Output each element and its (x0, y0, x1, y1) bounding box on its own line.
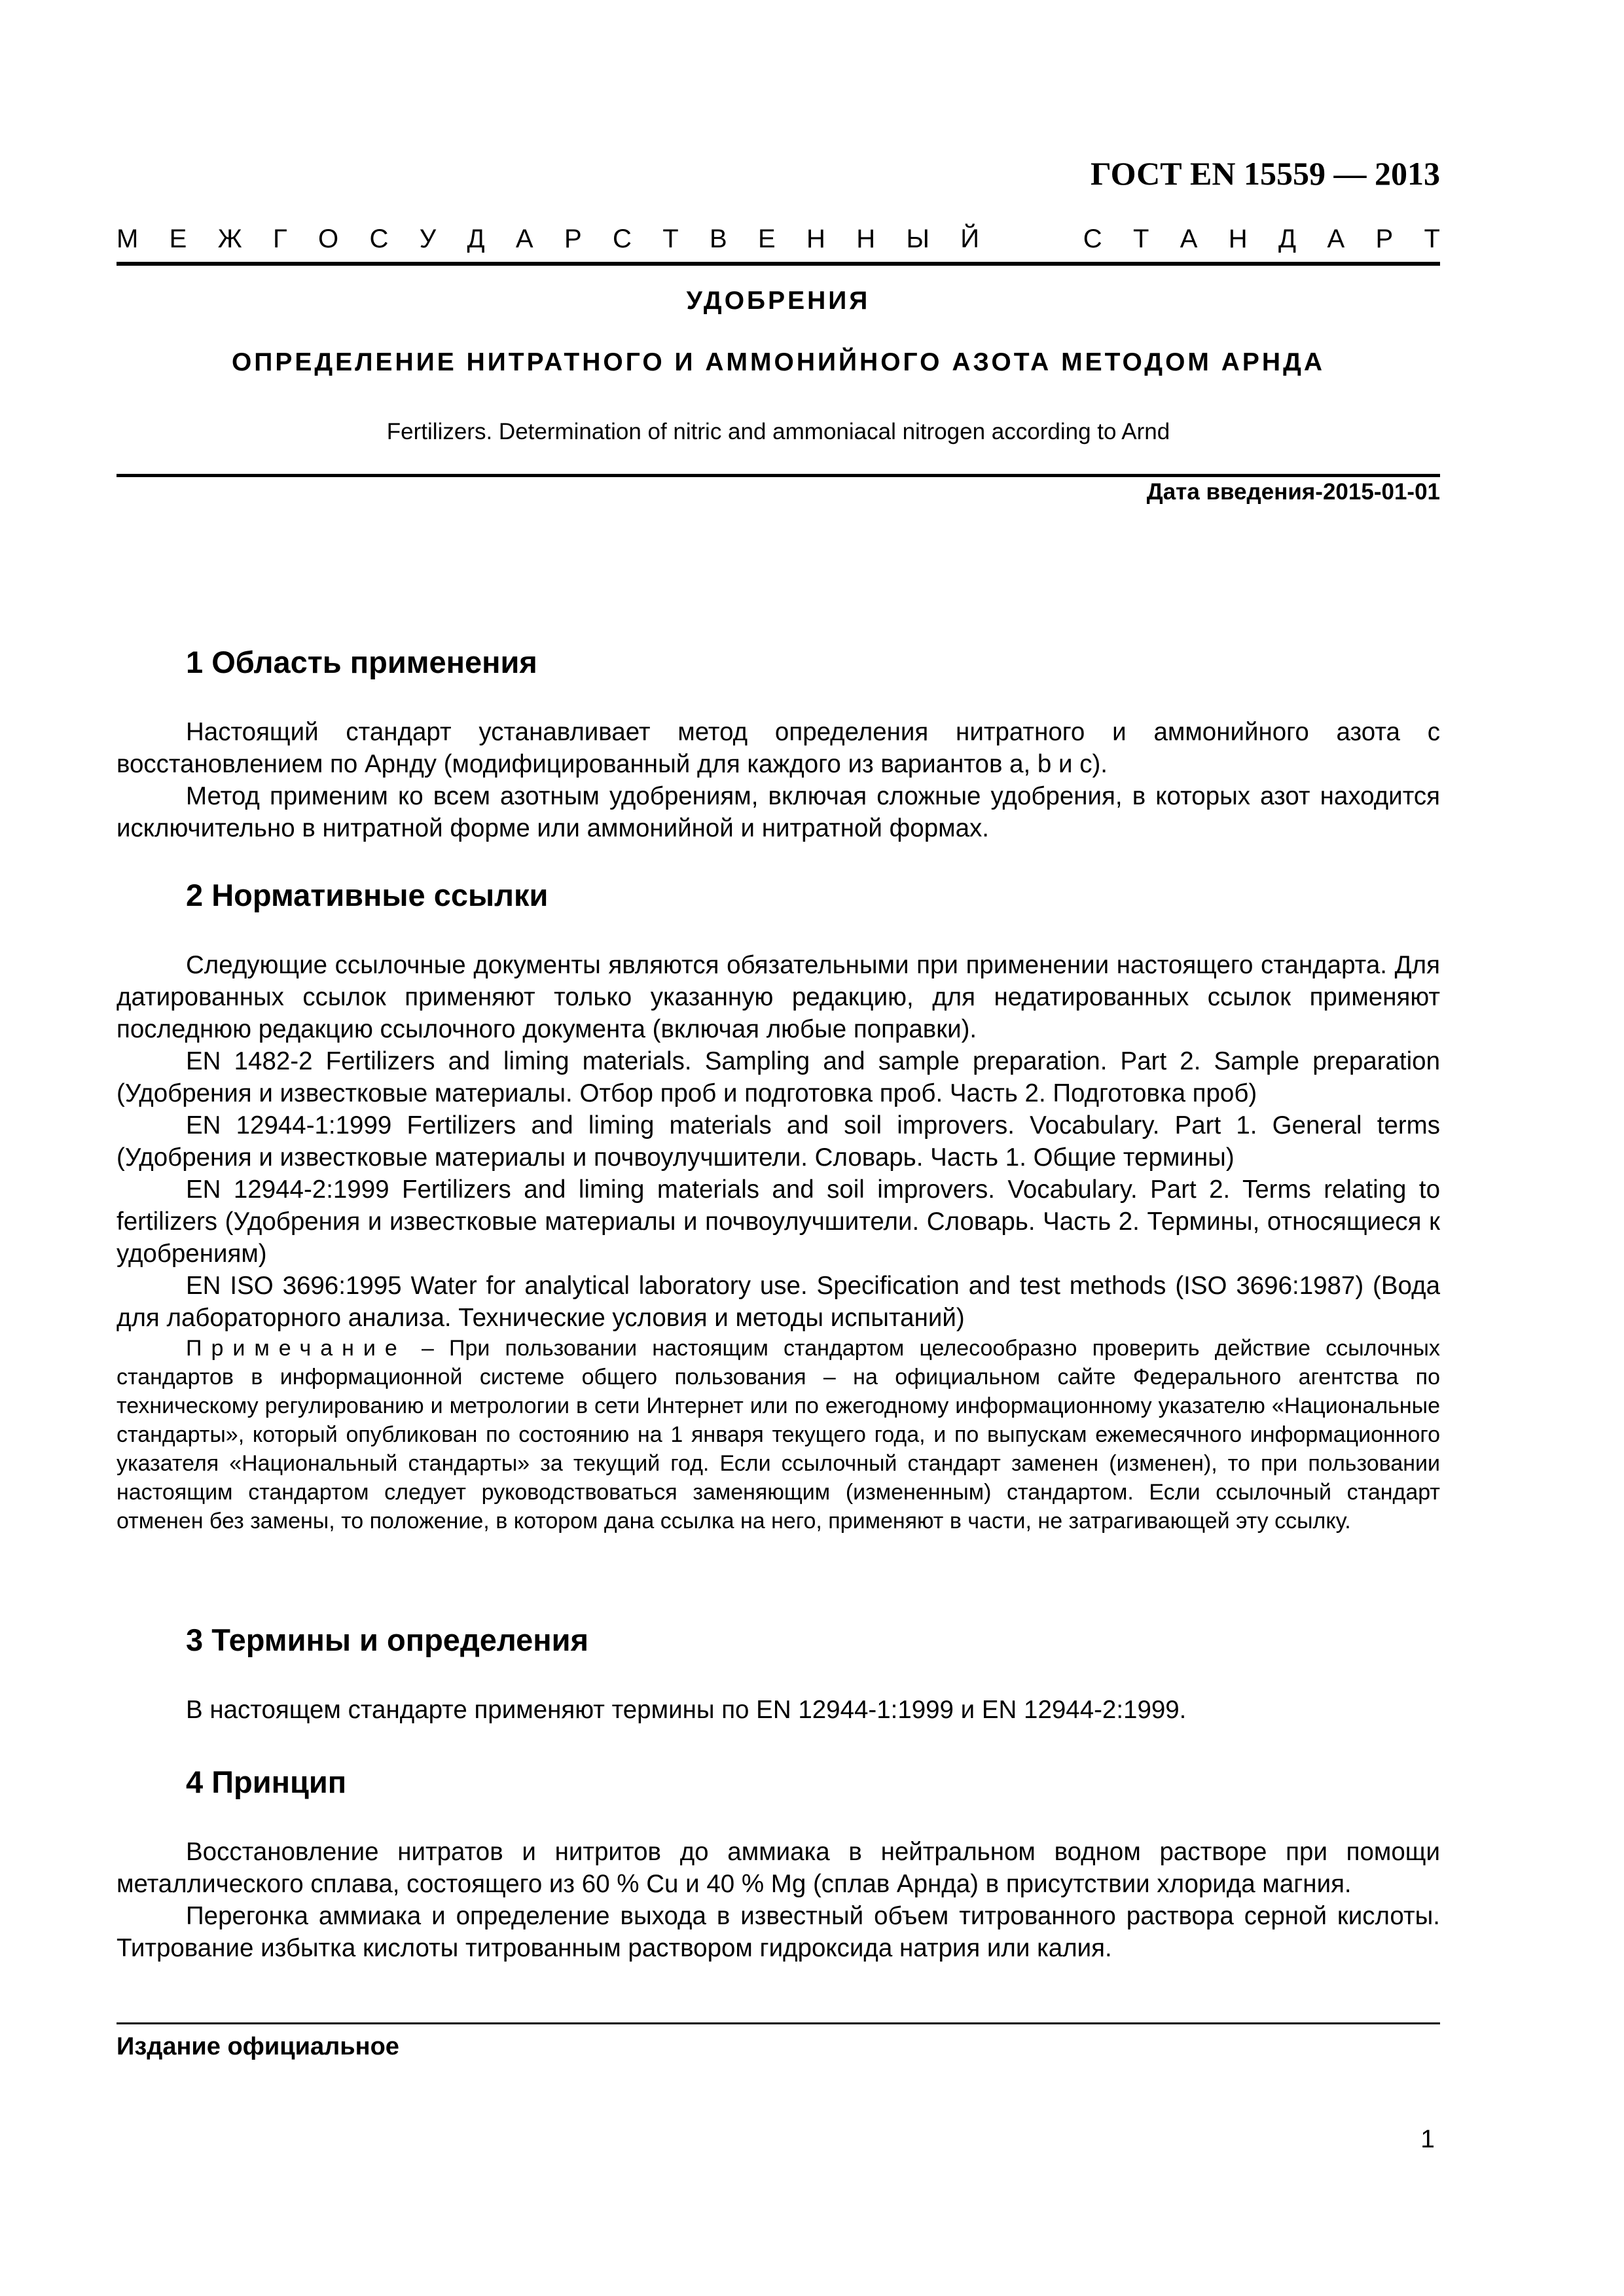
banner-letter: Ж (217, 224, 242, 253)
official-edition-label: Издание официальное (117, 2033, 399, 2060)
banner-letter: У (419, 224, 437, 253)
banner-letter: М (117, 224, 139, 253)
paragraph: Перегонка аммиака и определение выхода в известный объем титрованного раствора серной кислоты. Титрование избытка кислоты титрованным раствором гидроксида натрия или калия. (117, 1902, 1440, 1962)
section-3-heading: 3 Термины и определения (186, 1623, 588, 1657)
banner-letter: С (612, 224, 632, 253)
section-4-heading: 4 Принцип (186, 1765, 347, 1799)
section-1-heading: 1 Область применения (186, 645, 537, 679)
banner-letter: А (1180, 224, 1198, 253)
header-divider-top (117, 262, 1440, 266)
paragraph: Восстановление нитратов и нитритов до аммиака в нейтральном водном растворе при помощи металлического сплава, состоящего из 60 % Cu и 40 % Mg (сплав Арнда) в присутствии хлорида магния. (117, 1838, 1440, 1898)
banner-letter: Т (1424, 224, 1440, 253)
document-code: ГОСТ EN 15559 — 2013 (1091, 155, 1440, 192)
banner-letter: А (515, 224, 533, 253)
banner-letter: Г (272, 224, 287, 253)
banner-letter: Ы (906, 224, 929, 253)
footer-divider (117, 2022, 1440, 2024)
document-title-english: Fertilizers. Determination of nitric and ammoniacal nitrogen according to Arnd (386, 419, 1170, 444)
banner-letter: Й (960, 224, 980, 253)
note-paragraph (117, 1334, 1440, 1535)
banner-letter: Н (856, 224, 876, 253)
introduction-date: Дата введения-2015-01-01 (1146, 479, 1440, 505)
banner-letter: Н (806, 224, 825, 253)
section-3-body (117, 1694, 1440, 1726)
note-text: – При пользовании настоящим стандартом целесообразно проверить действие ссылочных стандартов в информационной системе общего пользования – на официальном сайте Федерального агентства по техническому регулированию и метрологии в сети Интернет или по ежегодному информационному указателю «Национальные стандарты», который опубликован по состоянию на 1 января текущего года, и по выпускам ежемесячного информационного указателя «Национальный стандарты» за текущий год. Если ссылочный стандарт заменен (изменен), то при пользовании настоящим стандартом следует руководствоваться заменяющим (измененным) стандартом. Если ссылочный стандарт отменен без замены, то положение, в котором дана ссылка на него, применяют в части, не затрагивающей эту ссылку. (117, 1336, 1440, 1534)
document-title: УДОБРЕНИЯ (686, 287, 871, 315)
paragraph: Настоящий стандарт устанавливает метод определения нитратного и аммонийного азота с восстановлением по Арнду (модифицированный для каждого из вариантов a, b и c). (117, 718, 1440, 778)
note-label: Примечание (186, 1336, 406, 1361)
banner-letter: Т (1132, 224, 1149, 253)
document-subtitle: ОПРЕДЕЛЕНИЕ НИТРАТНОГО И АММОНИЙНОГО АЗОТА МЕТОДОМ АРНДА (231, 348, 1326, 376)
banner-letter: Е (169, 224, 187, 253)
banner-letter: С (369, 224, 389, 253)
page-number: 1 (1420, 2125, 1435, 2153)
section-4-body (117, 1836, 1440, 1964)
paragraph: Метод применим ко всем азотным удобрениям, включая сложные удобрения, в которых азот находится исключительно в нитратной форме или аммонийной и нитратной формах. (117, 782, 1440, 842)
reference-entry: EN ISO 3696:1995 Water for analytical laboratory use. Specification and test methods (ISO 3696:1987) (Вода для лабораторного анализа. Технические условия и методы испытаний) (117, 1272, 1440, 1332)
banner-letter: Д (1278, 224, 1297, 253)
reference-entry: EN 1482-2 Fertilizers and liming materials. Sampling and sample preparation. Part 2. Sample preparation (Удобрения и известковые материалы. Отбор проб и подготовка проб. Часть 2. Подготовка проб) (117, 1047, 1440, 1107)
reference-entry: EN 12944-1:1999 Fertilizers and liming materials and soil improvers. Vocabulary. Part 1. General terms (Удобрения и известковые материалы и почвоулучшители. Словарь. Часть 1. Общие термины) (117, 1111, 1440, 1172)
section-2-heading: 2 Нормативные ссылки (186, 878, 549, 912)
banner-letter: Н (1228, 224, 1248, 253)
banner-letter: Р (564, 224, 582, 253)
interstate-standard-banner (117, 219, 1440, 259)
banner-letter: Т (662, 224, 679, 253)
banner-letter: Е (758, 224, 776, 253)
banner-letter: А (1327, 224, 1345, 253)
banner-letter: О (318, 224, 339, 253)
reference-entry: EN 12944-2:1999 Fertilizers and liming materials and soil improvers. Vocabulary. Part 2. Terms relating to fertilizers (Удобрения и известковые материалы и почвоулучшители. Словарь. Часть 2. Термины, относящиеся к удобрениям) (117, 1175, 1440, 1268)
banner-letter: С (1083, 224, 1102, 253)
header-divider-bottom (117, 474, 1440, 477)
banner-letter: Р (1375, 224, 1394, 253)
banner-letter: Д (467, 224, 485, 253)
section-2-body (117, 949, 1440, 1535)
paragraph: В настоящем стандарте применяют термины по EN 12944-1:1999 и EN 12944-2:1999. (186, 1696, 1187, 1724)
paragraph: Следующие ссылочные документы являются обязательными при применении настоящего стандарта. Для датированных ссылок применяют только указанную редакцию, для недатированных ссылок применяют последнюю редакцию ссылочного документа (включая любые поправки). (117, 951, 1440, 1043)
section-1-body (117, 716, 1440, 844)
banner-letter: В (709, 224, 727, 253)
